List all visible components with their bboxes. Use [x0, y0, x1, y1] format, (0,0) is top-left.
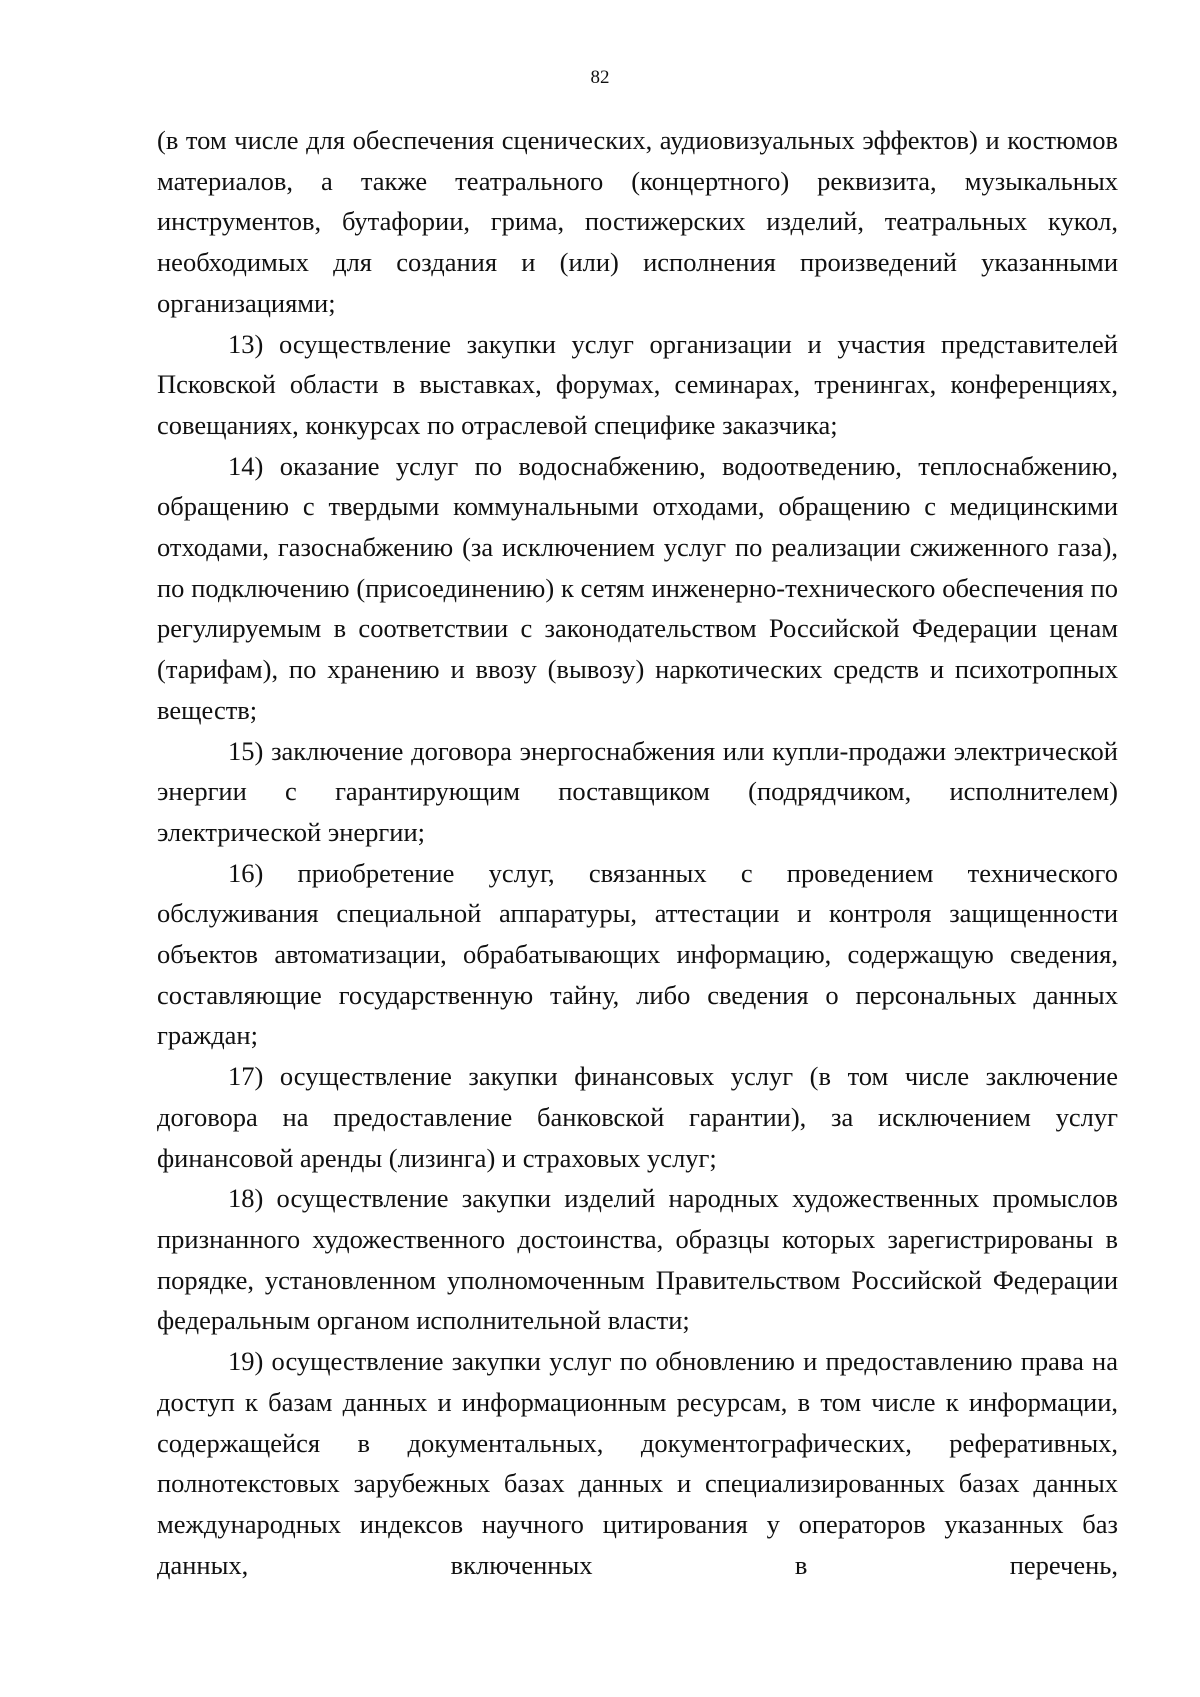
paragraph-item-13: 13) осуществление закупки услуг организации и участия представителей Псковской области в выставках, форумах, семинарах, тренингах, конференциях, совещаниях, конкурсах по отраслевой специфике заказчика; [157, 328, 1118, 440]
paragraph-item-17: 17) осуществление закупки финансовых услуг (в том числе заключение договора на предоставление банковской гарантии), за исключением услуг финансовой аренды (лизинга) и страховых услуг; [157, 1061, 1118, 1173]
paragraph-item-18: 18) осуществление закупки изделий народных художественных промыслов признанного художественного достоинства, образцы которых зарегистрированы в порядке, установленном уполномоченным Правительством Российской Федерации федеральным органом исполнительной власти; [157, 1183, 1118, 1336]
document-body [157, 120, 1118, 1585]
paragraph-item-16: 16) приобретение услуг, связанных с проведением технического обслуживания специальной аппаратуры, аттестации и контроля защищенности объектов автоматизации, обрабатывающих информацию, содержащую сведения, составляющие государственную тайну, либо сведения о персональных данных граждан; [157, 857, 1118, 1051]
paragraph-item-14: 14) оказание услуг по водоснабжению, водоотведению, теплоснабжению, обращению с твердыми коммунальными отходами, обращению с медицинскими отходами, газоснабжению (за исключением услуг по реализации сжиженного газа), по подключению (присоединению) к сетям инженерно-технического обеспечения по регулируемым в соответствии с законодательством Российской Федерации ценам (тарифам), по хранению и ввозу (вывозу) наркотических средств и психотропных веществ; [157, 450, 1118, 725]
paragraph-item-15: 15) заключение договора энергоснабжения или купли-продажи электрической энергии с гарантирующим поставщиком (подрядчиком, исполнителем) электрической энергии; [157, 735, 1118, 847]
paragraph-item-19: 19) осуществление закупки услуг по обновлению и предоставлению права на доступ к базам данных и информационным ресурсам, в том числе к информации, содержащейся в документальных, документографических, реферативных, полнотекстовых зарубежных базах данных и специализированных базах данных международных индексов научного цитирования у операторов указанных баз данных, включенных в перечень, [157, 1346, 1118, 1580]
page-number: 82 [590, 67, 610, 88]
paragraph-continuation: (в том числе для обеспечения сценических, аудиовизуальных эффектов) и костюмов материалов, а также театрального (концертного) реквизита, музыкальных инструментов, бутафории, грима, постижерских изделий, театральных кукол, необходимых для создания и (или) исполнения произведений указанными организациями; [157, 125, 1118, 318]
